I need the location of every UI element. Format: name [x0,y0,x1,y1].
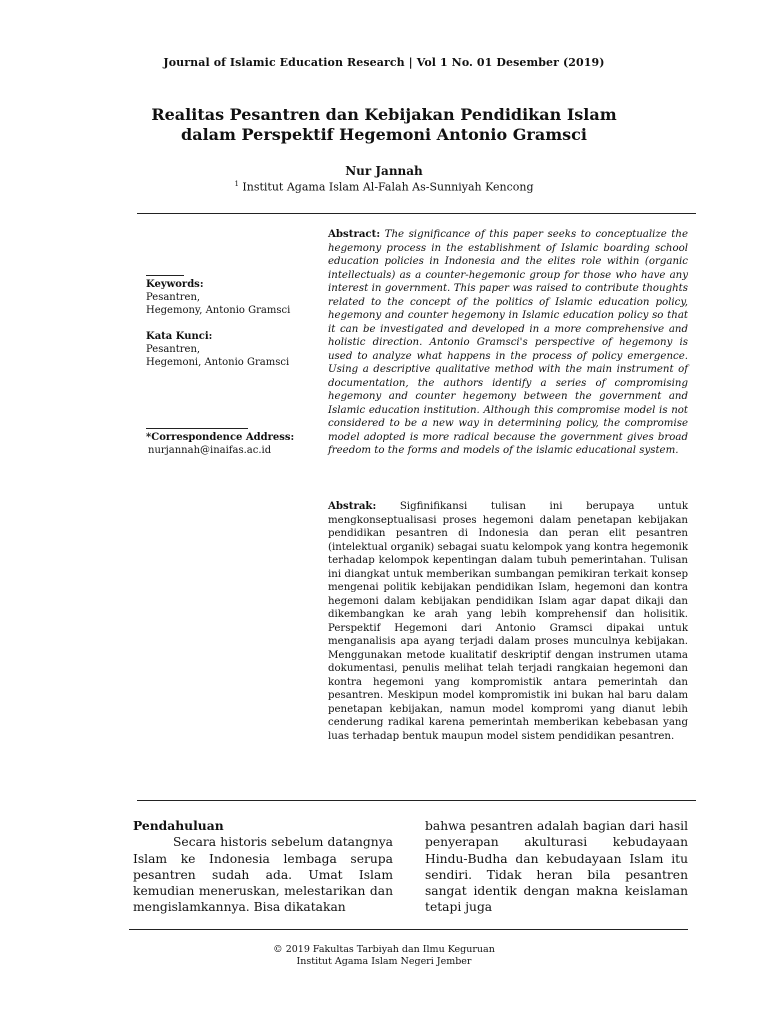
page-footer [0,944,768,968]
body-right-column [425,818,688,916]
title-line-2: dalam Perspektif Hegemoni Antonio Gramsci [181,125,587,144]
body-left-column [133,818,393,916]
abstract-indonesian [328,500,688,743]
abstract-text: The significance of this paper seeks to conceptualize the hegemony process in the establishment of Islamic boarding school education policies in Indonesia and the elites role within (organic intellectuals) as a counter-hegemonic group for those who have any interest in government. This paper was raised to contribute thoughts related to the concept of the politics of Islamic education policy, hegemony and counter hegemony in Islamic education policy so that it can be investigated and developed in a more comprehensive and holistic direction. Antonio Gramsci's perspective of hegemony is used to analyze what happens in the process of policy emergence. Using a descriptive qualitative method with the main instrument of documentation, the authors identify a series of compromising hegemony and counter hegemony between the government and Islamic education institution. Although this compromise model is not considered to be a new way in determining policy, the compromise model adopted is more radical because the government gives broad freedom to the forms and models of the islamic educational system. [328,229,688,456]
abstract-label: Abstract: [328,228,381,240]
kata-kunci-line-1: Pesantren, [146,344,201,355]
journal-header: Journal of Islamic Education Research | Vol 1 No. 01 Desember (2019) [163,56,605,69]
abstrak-label: Abstrak: [328,500,377,512]
kata-kunci-heading: Kata Kunci: [146,331,213,342]
body-paragraph-left: Secara historis sebelum datangnya Islam ke Indonesia lembaga serupa pesantren sudah ada. Umat Islam kemudian meneruskan, melestarikan dan mengislamkannya. Bisa dikatakan [133,835,393,915]
author-affiliation [0,180,768,194]
keywords-line-1: Pesantren, [146,292,201,303]
footer-line-1: © 2019 Fakultas Tarbiyah dan Ilmu Keguruan [273,944,495,955]
abstract-divider [137,800,696,801]
correspondence-email: nurjannah@inaifas.ac.id [148,445,272,456]
article-title [0,105,768,145]
footer-divider [129,929,688,930]
footer-line-2: Institut Agama Islam Negeri Jember [296,956,472,967]
author-name: Nur Jannah [345,164,423,178]
header-divider [137,213,696,214]
kata-kunci-line-2: Hegemoni, Antonio Gramsci [146,357,290,368]
affiliation-text: Institut Agama Islam Al-Falah As-Sunniyah Kencong [242,180,534,194]
abstrak-text: Sigfinifikansi tulisan ini berupaya untuk mengkonseptualisasi proses hegemoni dalam penetapan kebijakan pendidikan pesantren di Indonesia dan peran elit pesantren (intelektual organik) sebagai suatu kelompok yang kontra hegemonik terhadap kelompok kepentingan dalam tubuh pemerintahan. Tulisan ini diangkat untuk memberikan sumbangan pemikiran terkait konsep mengenai politik kebijakan pendidikan Islam, hegemoni dan kontra hegemoni dalam kebijakan pendidikan Islam agar dapat dikaji dan dikembangkan ke arah yang lebih komprehensif dan holisitik. Perspektif Hegemoni dari Antonio Gramsci dipakai untuk menganalisis apa ayang terjadi dalam proses munculnya kebijakan. Menggunakan metode kualitatif deskriptif dengan instrumen utama dokumentasi, penulis melihat telah terjadi rangkaian hegemoni dan kontra hegemoni yang kompromistik antara pemerintah dan pesantren. Meskipun model kompromistik ini bukan hal baru dalam penetapan kebijakan, namun model kompromi yang dianut lebih cenderung radikal karena pemerintah memberikan kebebasan yang luas terhadap bentuk maupun model sistem pendidikan pesantren. [328,501,688,742]
affiliation-marker: 1 [234,180,239,188]
keywords-line-2: Hegemony, Antonio Gramsci [146,305,291,316]
section-heading: Pendahuluan [133,818,224,833]
keywords-divider [146,275,184,276]
correspondence-block [146,431,321,457]
keywords-block [146,278,321,317]
body-paragraph-right: bahwa pesantren adalah bagian dari hasil penyerapan akulturasi kebudayaan Hindu-Budha dan kebudayaan Islam itu sendiri. Tidak heran bila pesantren sangat identik dengan makna keislaman tetapi juga [425,819,688,915]
kata-kunci-block [146,330,321,369]
abstract-english [328,228,688,458]
correspondence-divider [146,428,248,429]
keywords-heading: Keywords: [146,279,204,290]
title-line-1: Realitas Pesantren dan Kebijakan Pendidikan Islam [151,105,617,124]
correspondence-heading: *Correspondence Address: [146,432,295,443]
